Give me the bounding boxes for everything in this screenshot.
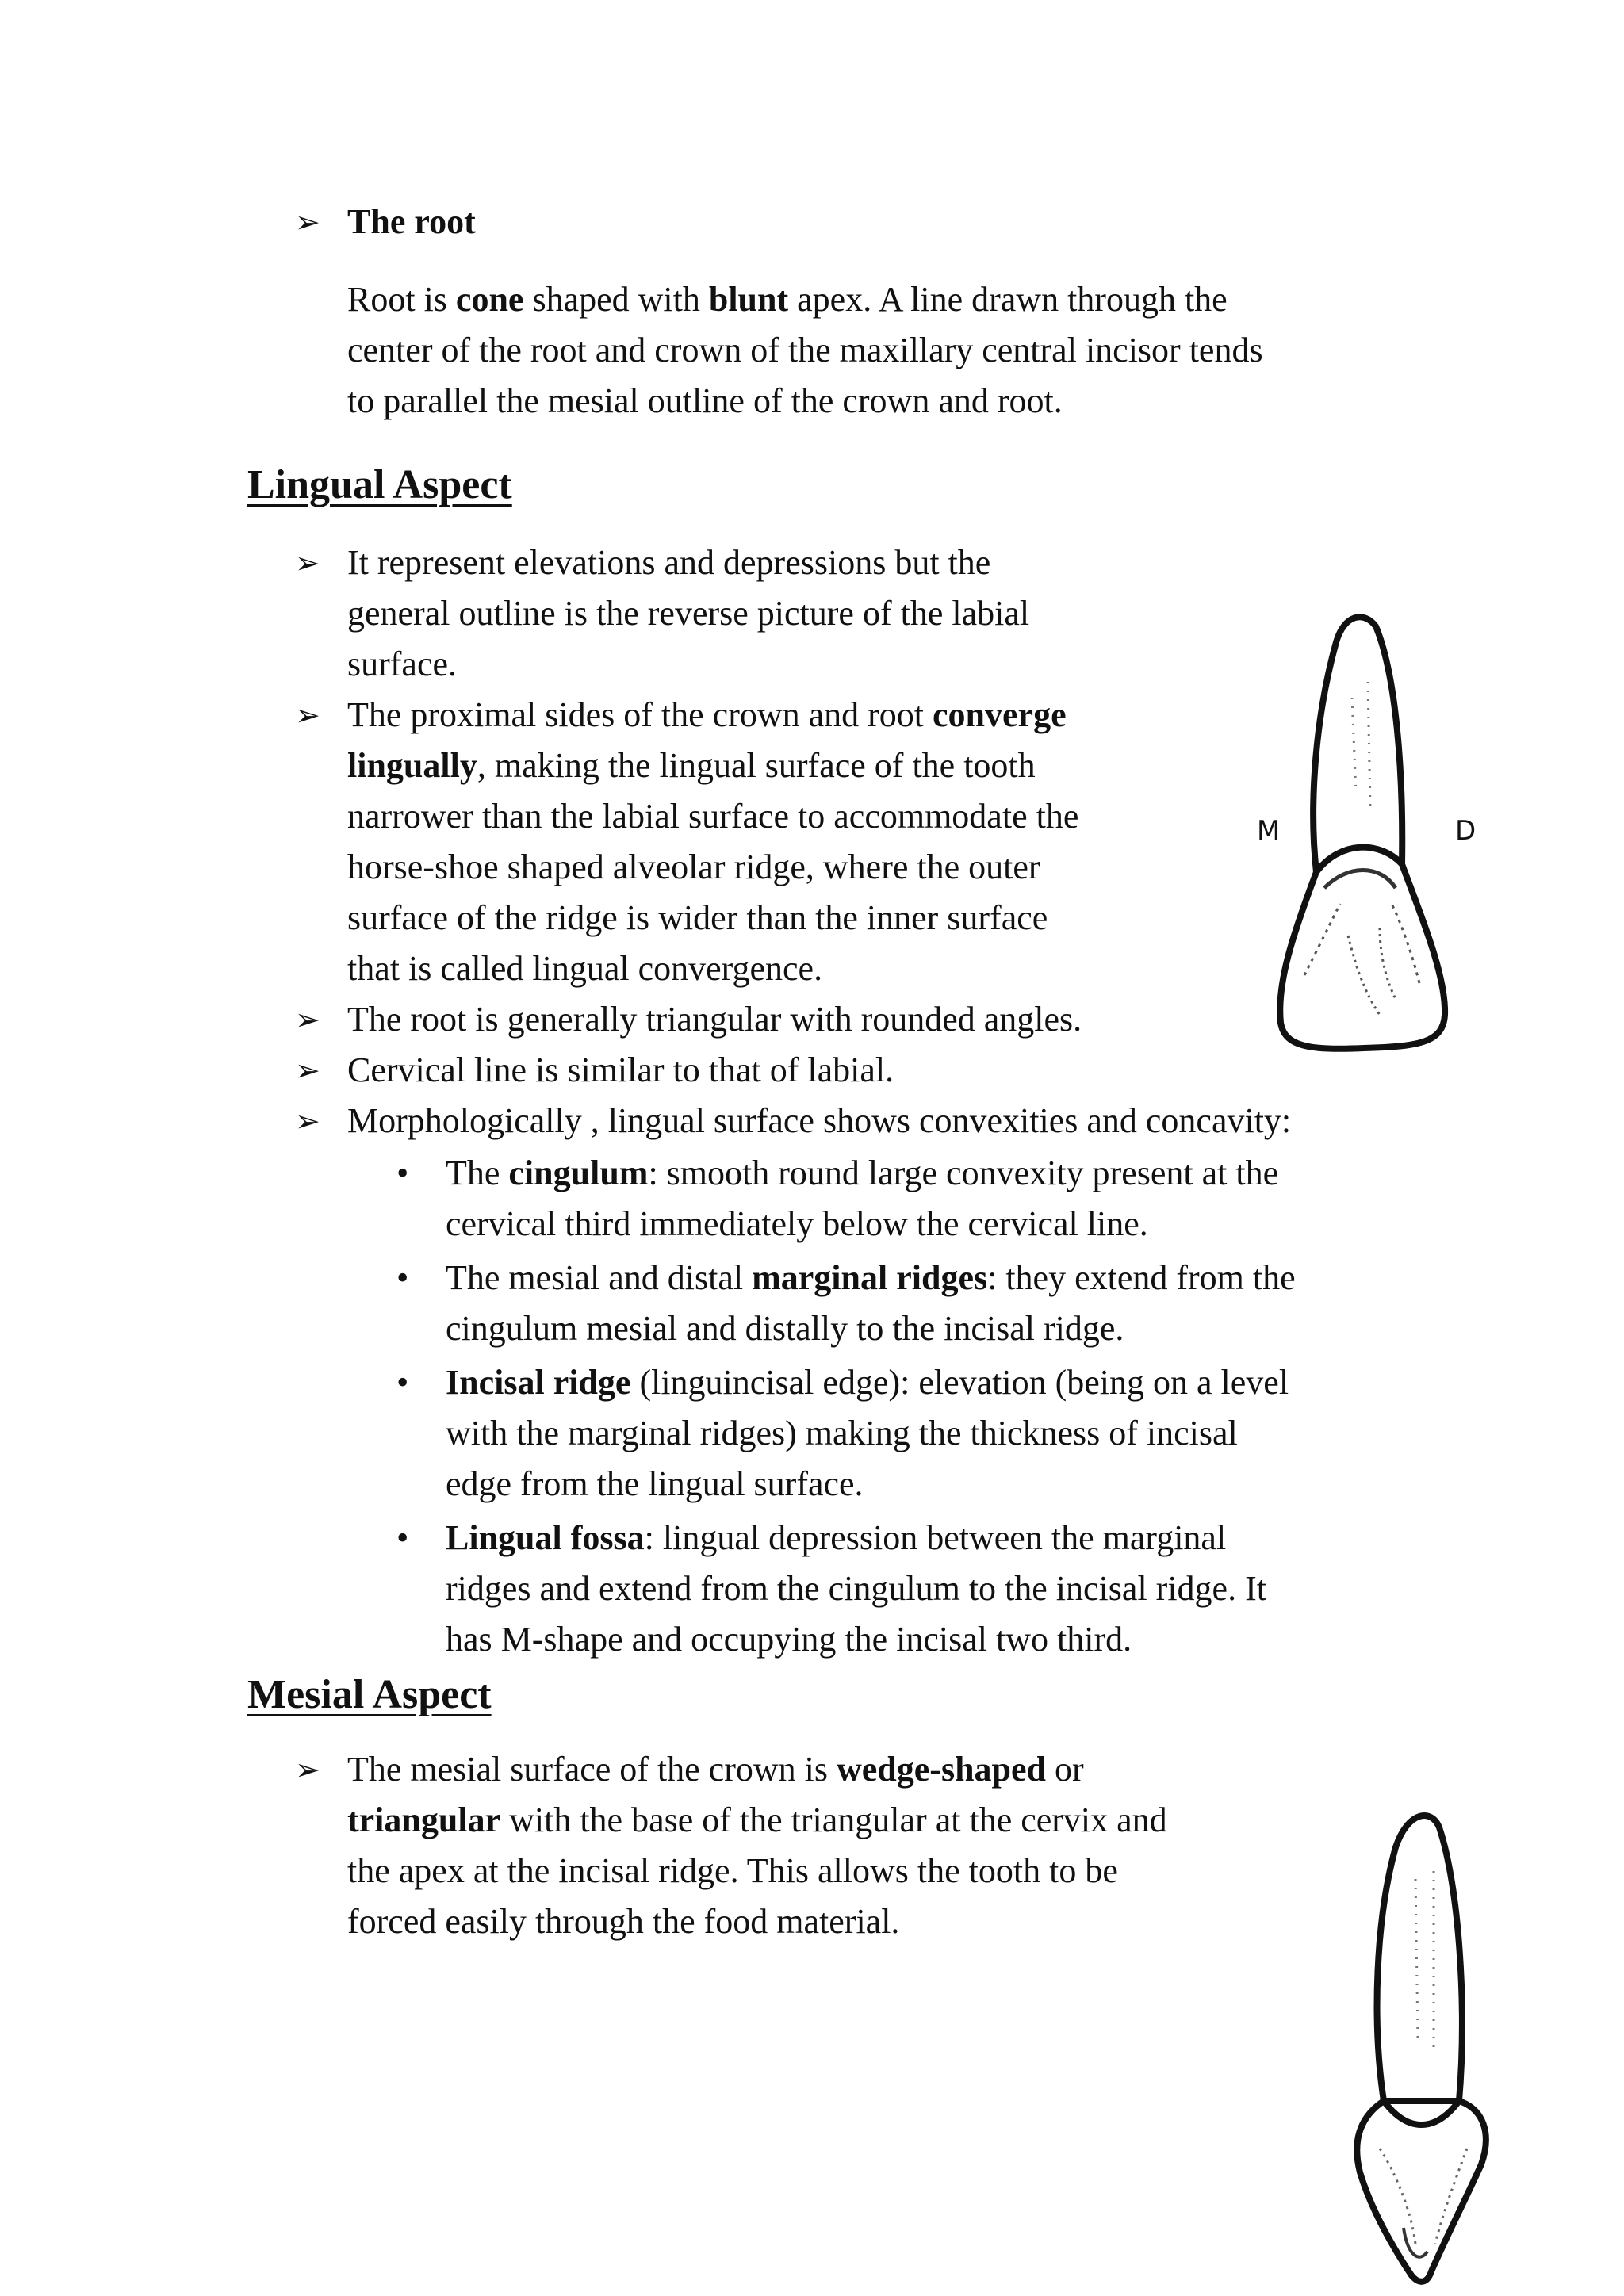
sub-bullet-4-line-2: ridges and extend from the cingulum to the incisal ridge. It <box>446 1569 1266 1608</box>
bullet-dot-icon: • <box>396 1154 409 1192</box>
lingual-bullet-2-line-3: narrower than the labial surface to accommodate the <box>347 797 1079 836</box>
lingual-bullet-2-line-1: The proximal sides of the crown and root converge <box>347 695 1067 734</box>
sub-bullet-2-line-2: cingulum mesial and distally to the incisal ridge. <box>446 1309 1124 1348</box>
lingual-bullet-3: The root is generally triangular with rounded angles. <box>347 1000 1082 1039</box>
arrow-bullet-icon: ➢ <box>295 698 320 733</box>
mesial-bullet-1-line-4: forced easily through the food material. <box>347 1902 900 1941</box>
tooth-root-outline <box>1313 617 1402 872</box>
lingual-aspect-heading: Lingual Aspect <box>247 462 512 507</box>
mesial-bullet-1-line-2: triangular with the base of the triangular at the cervix and <box>347 1800 1167 1839</box>
arrow-bullet-icon: ➢ <box>295 1002 320 1037</box>
lingual-bullet-4: Cervical line is similar to that of labial. <box>347 1050 894 1089</box>
tooth-crown-outline <box>1357 2101 1486 2282</box>
lingual-bullet-2-line-2: lingually, making the lingual surface of the tooth <box>347 746 1036 785</box>
sub-bullet-1-line-1: The cingulum: smooth round large convexity present at the <box>446 1154 1279 1192</box>
figure-label-distal: D <box>1455 815 1477 847</box>
mesial-bullet-1-line-1: The mesial surface of the crown is wedge-shaped or <box>347 1750 1084 1789</box>
bullet-dot-icon: • <box>396 1518 409 1557</box>
bullet-dot-icon: • <box>396 1363 409 1402</box>
sub-bullet-3-line-3: edge from the lingual surface. <box>446 1464 864 1503</box>
mesial-aspect-heading: Mesial Aspect <box>247 1672 492 1717</box>
lingual-bullet-2-line-5: surface of the ridge is wider than the inner surface <box>347 898 1048 937</box>
sub-bullet-2-line-1: The mesial and distal marginal ridges: they extend from the <box>446 1258 1296 1297</box>
sub-bullet-4-line-3: has M-shape and occupying the incisal two third. <box>446 1620 1132 1659</box>
arrow-bullet-icon: ➢ <box>295 1053 320 1088</box>
root-paragraph-line-1: Root is cone shaped with blunt apex. A line drawn through the <box>347 280 1228 319</box>
lingual-bullet-1-line-2: general outline is the reverse picture of the labial <box>347 594 1030 633</box>
arrow-bullet-icon: ➢ <box>295 545 320 580</box>
arrow-bullet-icon: ➢ <box>295 1104 320 1138</box>
arrow-bullet-icon: ➢ <box>295 1752 320 1787</box>
lingual-bullet-1-line-1: It represent elevations and depressions but the <box>347 543 991 582</box>
tooth-root-outline <box>1377 1816 1462 2101</box>
lingual-bullet-1-line-3: surface. <box>347 645 458 683</box>
sub-bullet-4-line-1: Lingual fossa: lingual depression between the marginal <box>446 1518 1227 1557</box>
sub-bullet-1-line-2: cervical third immediately below the cervical line. <box>446 1204 1148 1243</box>
mesial-bullet-1-line-3: the apex at the incisal ridge. This allows the tooth to be <box>347 1851 1118 1890</box>
root-paragraph-line-3: to parallel the mesial outline of the crown and root. <box>347 381 1063 420</box>
sub-bullet-3-line-2: with the marginal ridges) making the thickness of incisal <box>446 1414 1238 1452</box>
sub-bullet-3-line-1: Incisal ridge (linguincisal edge): elevation (being on a level <box>446 1363 1289 1402</box>
arrow-bullet-icon: ➢ <box>295 205 320 239</box>
lingual-bullet-5: Morphologically , lingual surface shows convexities and concavity: <box>347 1101 1292 1140</box>
lingual-tooth-figure <box>1261 603 1467 1062</box>
mesial-tooth-figure <box>1340 1800 1515 2291</box>
lingual-bullet-2-line-4: horse-shoe shaped alveolar ridge, where the outer <box>347 848 1040 886</box>
figure-label-mesial: M <box>1257 815 1281 847</box>
tooth-crown-outline <box>1280 848 1445 1049</box>
lingual-bullet-2-line-6: that is called lingual convergence. <box>347 949 823 988</box>
root-section-title: The root <box>347 202 476 241</box>
bullet-dot-icon: • <box>396 1258 409 1297</box>
root-paragraph-line-2: center of the root and crown of the maxillary central incisor tends <box>347 331 1263 369</box>
